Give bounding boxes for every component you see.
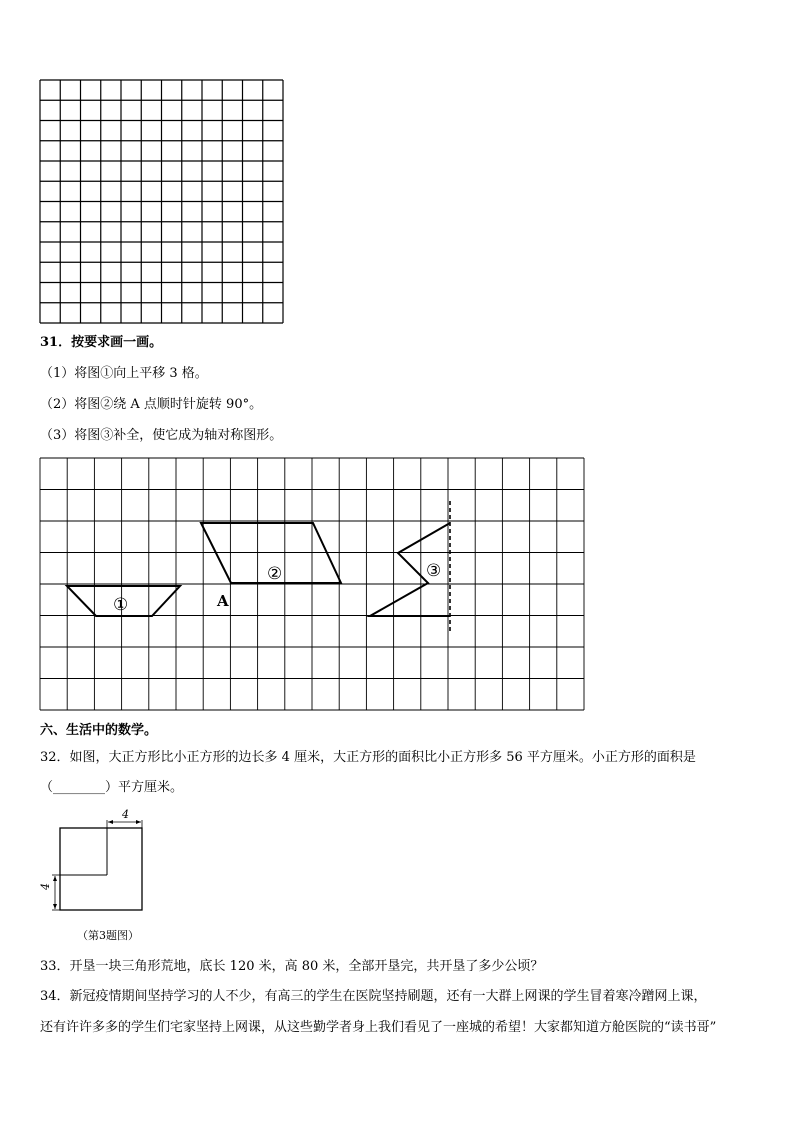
- q32-text: 32．如图，大正方形比小正方形的边长多 4 厘米，大正方形的面积比小正方形多 56 平方厘米。小正方形的面积是: [40, 750, 696, 765]
- transform-grid: [39, 457, 586, 713]
- shape-1-label: ①: [113, 595, 129, 615]
- q31-item-3: （3）将图③补全，使它成为轴对称图形。: [40, 428, 283, 443]
- q32-answer-blank: （________）平方厘米。: [40, 780, 184, 795]
- left-dimension-label: 4: [39, 883, 52, 890]
- q32-figure-caption: （第3题图）: [77, 929, 139, 942]
- q34-line-2: 还有许许多多的学生们宅家坚持上网课，从这些勤学者身上我们看见了一座城的希望！大家都知道方舱医院的“读书哥”: [40, 1020, 717, 1035]
- q31-item-1: （1）将图①向上平移 3 格。: [40, 366, 208, 381]
- q33-text: 33．开垦一块三角形荒地，底长 120 米，高 80 米，全部开垦完，共开垦了多少公顷？: [40, 959, 544, 974]
- q34-line-1: 34．新冠疫情期间坚持学习的人不少，有高三的学生在医院坚持刷题，还有一大群上网课的学生冒着寒冷蹭网上课，: [40, 989, 707, 1004]
- top-dimension-label: 4: [122, 808, 129, 821]
- q31-item-2: （2）将图②绕 A 点顺时针旋转 90°。: [40, 397, 263, 412]
- q32-figure: [38, 806, 158, 918]
- shape-3-label: ③: [426, 561, 442, 581]
- large-square: [60, 828, 142, 910]
- section-6-title: 六、生活中的数学。: [40, 723, 158, 738]
- point-a-label: A: [217, 592, 229, 610]
- q31-title: 31．按要求画一画。: [40, 335, 163, 350]
- shape-2-label: ②: [267, 564, 283, 584]
- top-grid: [39, 79, 286, 326]
